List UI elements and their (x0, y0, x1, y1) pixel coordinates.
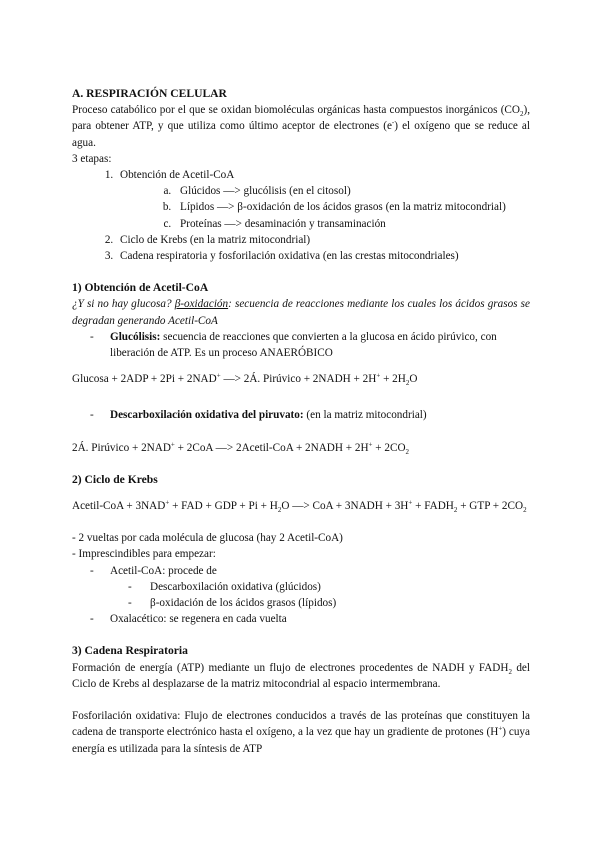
descarboxilacion-term: Descarboxilación oxidativa del piruvato: (110, 409, 304, 422)
acetil-source-item: - Descarboxilación oxidativa (glúcidos) (72, 579, 530, 595)
eq-part: O —> CoA + 3NADH + 3H (281, 500, 409, 513)
stage-item (116, 167, 530, 232)
acetil-label: Acetil-CoA: procede de (110, 564, 217, 577)
section1-heading: 1) Obtención de Acetil-CoA (72, 281, 209, 295)
eq-sup: + (368, 439, 373, 448)
intro-paragraph (72, 102, 530, 151)
document-title: A. RESPIRACIÓN CELULAR (72, 87, 227, 100)
intro-text-3: ) el oxígeno que se reduce al agua. (72, 120, 530, 149)
spacer (72, 514, 530, 530)
stage-item: 2. Ciclo de Krebs (en la matriz mitocondrial) (116, 232, 530, 248)
eq-sup: + (408, 498, 413, 507)
eq-part: + 2CoA —> 2Acetil-CoA + 2NADH + 2H (174, 441, 369, 454)
eq-sup: + (376, 371, 381, 380)
acetil-sources-list (72, 579, 530, 611)
substage-item: a. Glúcidos —> glucólisis (en el citosol) (174, 183, 530, 199)
eq-part: + GTP + 2CO (457, 500, 524, 513)
intro-text-2: ), para obtener ATP, y que utiliza como último aceptor de electrones (e (72, 104, 530, 133)
krebs-note-imprescindibles: - Imprescindibles para empezar: (72, 548, 216, 561)
electron-superscript: - (391, 118, 395, 127)
spacer (72, 692, 530, 708)
eq-sub: 2 (277, 506, 282, 515)
substages-list (120, 183, 530, 232)
cadena-text-1: Formación de energía (ATP) mediante un flujo de electrones procedentes de NADH y FADH (72, 661, 509, 674)
descarboxilacion-equation (72, 440, 530, 456)
fosforilacion-text-1: Fosforilación oxidativa: Flujo de electrones conducidos a través de las proteínas que constituyen la cadena de transporte electrónico hasta el oxígeno, a la vez que hay un gradiente de protones (H (72, 710, 530, 739)
eq-sup: + (165, 498, 170, 507)
eq-sub: 2 (405, 447, 410, 456)
eq-sup: + (216, 371, 221, 380)
glucolisis-item (72, 329, 530, 361)
krebs-requirements-list (72, 563, 530, 579)
descarboxilacion-list (72, 407, 530, 423)
eq-part: + 2H (380, 373, 406, 386)
eq-sup: + (170, 439, 175, 448)
eq-part: O (409, 373, 418, 386)
eq-part: + FAD + GDP + Pi + H (169, 500, 278, 513)
krebs-note-vueltas: - 2 vueltas por cada molécula de glucosa (hay 2 Acetil-CoA) (72, 532, 343, 545)
spacer (72, 627, 530, 643)
section3-heading: 3) Cadena Respiratoria (72, 644, 188, 658)
spacer (72, 456, 530, 472)
spacer (72, 488, 530, 498)
beta-definition: : secuencia de reacciones mediante los cuales los ácidos grasos se degradan generando Acetil-CoA (72, 298, 530, 327)
substage-item: c. Proteínas —> desaminación y transaminación (174, 216, 530, 232)
spacer (72, 424, 530, 440)
cadena-paragraph (72, 660, 530, 692)
eq-part: 2Á. Pirúvico + 2NAD (72, 441, 171, 454)
section2-heading: 2) Ciclo de Krebs (72, 472, 158, 486)
glucolisis-definition: secuencia de reacciones que convierten a la glucosa en ácido pirúvico, con liberación de ATP. Es un proceso ANAERÓBICO (110, 330, 497, 360)
proton-superscript: + (498, 724, 503, 733)
co2-subscript: 2 (519, 110, 524, 119)
glucolisis-equation (72, 371, 530, 387)
eq-part: + FADH (412, 500, 454, 513)
eq-part: Glucosa + 2ADP + 2Pi + 2NAD (72, 373, 217, 386)
descarboxilacion-item (72, 407, 530, 423)
stage-label: Obtención de Acetil-CoA (120, 169, 235, 182)
beta-question: ¿Y si no hay glucosa? (72, 298, 175, 311)
glucolisis-term: Glucólisis: (110, 330, 161, 343)
stages-label: 3 etapas: (72, 152, 112, 165)
fosforilacion-text-2: ) cuya energía es utilizada para la síntesis de ATP (72, 726, 530, 755)
eq-part: + 2CO (372, 441, 406, 454)
fosforilacion-paragraph (72, 708, 530, 757)
stage-item: 3. Cadena respiratoria y fosforilación oxidativa (en las crestas mitocondriales) (116, 248, 530, 264)
beta-oxidation-note (72, 296, 530, 328)
cadena-text-2: del Ciclo de Krebs al desplazarse de la matriz mitocondrial al espacio intermembrana. (72, 661, 530, 690)
oxalacetico-item: - Oxalacético: se regenera en cada vuelta (72, 611, 530, 627)
intro-text-1: Proceso catabólico por el que se oxidan biomoléculas orgánicas hasta compuestos inorgánicos (CO (72, 104, 520, 117)
glucolisis-list (72, 329, 530, 361)
acetil-source-item: - β-oxidación de los ácidos grasos (lípidos) (72, 595, 530, 611)
descarboxilacion-definition: (en la matriz mitocondrial) (303, 409, 427, 422)
oxalacetico-list (72, 611, 530, 627)
krebs-equation (72, 498, 530, 514)
eq-sub: 2 (405, 379, 410, 388)
spacer (72, 361, 530, 371)
acetil-item (72, 563, 530, 579)
beta-term: β-oxidación (174, 298, 229, 311)
stages-list (72, 167, 530, 264)
eq-part: —> 2Á. Pirúvico + 2NADH + 2H (220, 373, 377, 386)
substage-item: b. Lípidos —> β-oxidación de los ácidos grasos (en la matriz mitocondrial) (174, 199, 530, 215)
eq-sub: 2 (453, 506, 458, 515)
eq-sub: 2 (523, 506, 527, 515)
spacer (72, 264, 530, 280)
fadh2-subscript: 2 (508, 667, 512, 676)
eq-part: Acetil-CoA + 3NAD (72, 500, 166, 513)
spacer (72, 387, 530, 407)
